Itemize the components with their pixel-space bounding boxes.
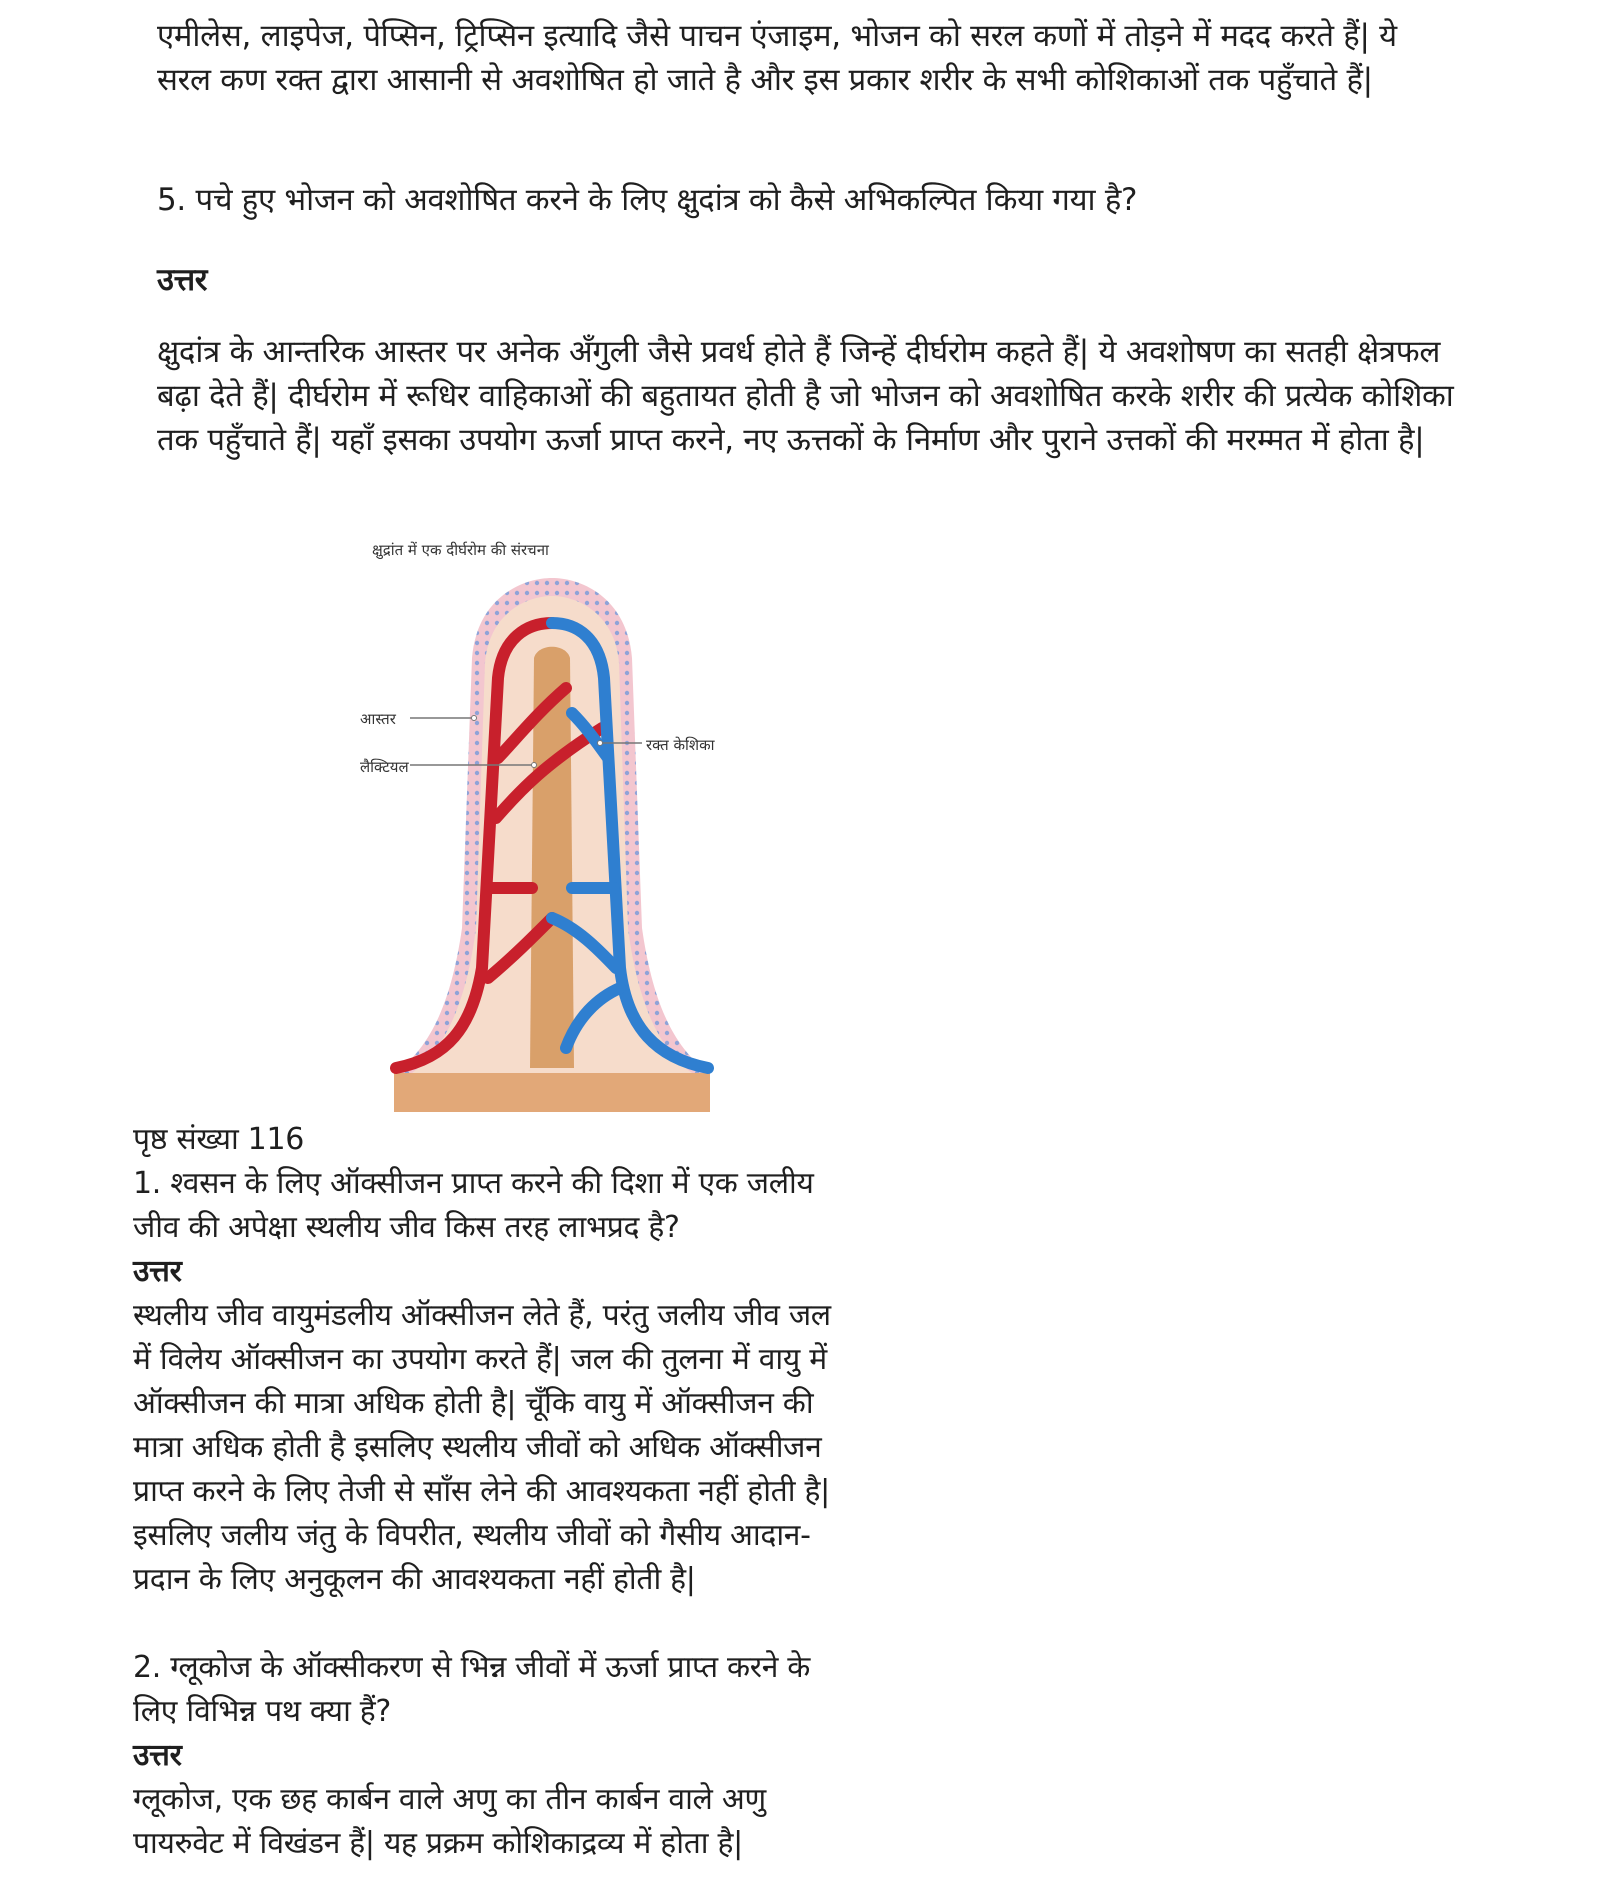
figure-title: क्षुद्रांत में एक दीर्घरोम की संरचना <box>372 541 549 559</box>
label-lining: आस्तर <box>360 710 396 728</box>
label-capillary: रक्त केशिका <box>646 736 715 754</box>
villus-diagram <box>352 528 764 1118</box>
answer-heading: उत्तर <box>133 1254 182 1289</box>
question-1: 1. श्वसन के लिए ऑक्सीजन प्राप्त करने की दिशा में एक जलीय जीव की अपेक्षा स्थलीय जीव किस तरह लाभप्रद है? <box>133 1166 814 1245</box>
answer-5-paragraph: क्षुदांत्र के आन्तरिक आस्तर पर अनेक अँगुली जैसे प्रवर्ध होते हैं जिन्हें दीर्घरोम कहते हैं| ये अवशोषण का सतही क्षेत्रफल बढ़ा देते हैं| दीर्घरोम में रूधिर वाहिकाओं की बहुतायत होती है जो भोजन को अवशोषित करके शरीर की प्रत्येक कोशिका तक पहुँचाते हैं| यहाँ इसका उपयोग ऊर्जा प्राप्त करने, नए ऊत्तकों के निर्माण और पुराने उत्तकों की मरम्मत में होता है| <box>157 334 1454 458</box>
question-2: 2. ग्लूकोज के ऑक्सीकरण से भिन्न जीवों में ऊर्जा प्राप्त करने के लिए विभिन्न पथ क्या हैं? <box>133 1650 811 1729</box>
villus-base <box>394 1068 710 1112</box>
answer-heading: उत्तर <box>133 1738 182 1773</box>
question-5: 5. पचे हुए भोजन को अवशोषित करने के लिए क्षुदांत्र को कैसे अभिकल्पित किया गया है? <box>157 182 1138 218</box>
page-number: पृष्ठ संख्या 116 <box>133 1122 305 1157</box>
answer-2-paragraph: ग्लूकोज, एक छह कार्बन वाले अणु का तीन कार्बन वाले अणु पायरुवेट में विखंडन हैं| यह प्रक्रम कोशिकाद्रव्य में होता है| <box>133 1782 766 1861</box>
villus-illustration <box>352 528 764 1118</box>
enzymes-paragraph: एमीलेस, लाइपेज, पेप्सिन, ट्रिप्सिन इत्यादि जैसे पाचन एंजाइम, भोजन को सरल कणों में तोड़ने में मदद करते हैं| ये सरल कण रक्त द्वारा आसानी से अवशोषित हो जाते है और इस प्रकार शरीर के सभी कोशिकाओं तक पहुँचाते हैं| <box>157 18 1397 98</box>
label-lacteal: लैक्टियल <box>360 758 409 776</box>
answer-1-paragraph: स्थलीय जीव वायुमंडलीय ऑक्सीजन लेते हैं, परंतु जलीय जीव जल में विलेय ऑक्सीजन का उपयोग करते हैं| जल की तुलना में वायु में ऑक्सीजन की मात्रा अधिक होती है| चूँकि वायु में ऑक्सीजन की मात्रा अधिक होती है इसलिए स्थलीय जीवों को अधिक ऑक्सीजन प्राप्त करने के लिए तेजी से साँस लेने की आवश्यकता नहीं होती है| इसलिए जलीय जंतु के विपरीत, स्थलीय जीवों को गैसीय आदान-प्रदान के लिए अनुकूलन की आवश्यकता नहीं होती है| <box>133 1298 831 1597</box>
answer-heading: उत्तर <box>157 262 208 298</box>
